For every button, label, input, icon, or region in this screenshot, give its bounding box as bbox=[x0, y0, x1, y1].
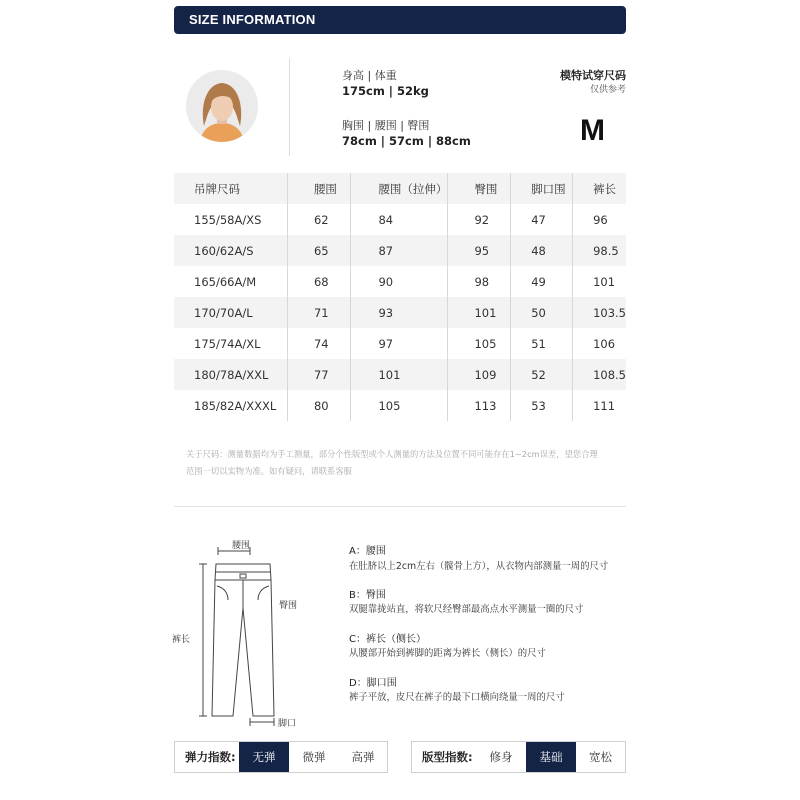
header-hip: 臀围 bbox=[448, 173, 511, 204]
fit-option-slim[interactable]: 修身 bbox=[489, 750, 513, 764]
cell-tag-size: 175/74A/XL bbox=[194, 336, 261, 351]
cell-waist-stretch: 105 bbox=[351, 390, 448, 421]
header-tag-size: 吊牌尺码 bbox=[194, 181, 240, 196]
cell-hem: 48 bbox=[511, 235, 573, 266]
definition-desc: 裤子平放，皮尺在裤子的最下口横向绕量一周的尺寸 bbox=[349, 692, 565, 703]
cell-length: 96 bbox=[573, 204, 626, 235]
table-row bbox=[174, 390, 626, 421]
reference-size-title: 模特试穿尺码 bbox=[560, 69, 626, 82]
table-row bbox=[174, 359, 626, 390]
elasticity-index bbox=[174, 741, 388, 773]
reference-size-note: 仅供参考 bbox=[589, 85, 626, 95]
measurement-note-line: 范围一切以实物为准。如有疑问，请联系客服 bbox=[186, 466, 352, 476]
table-row bbox=[174, 204, 626, 235]
elasticity-label: 弹力指数: bbox=[185, 750, 236, 764]
header-bar bbox=[174, 6, 626, 34]
cell-tag-size: 165/66A/M bbox=[194, 274, 257, 289]
cell-tag-size: 185/82A/XXXL bbox=[194, 398, 277, 413]
size-table bbox=[174, 173, 626, 421]
cell-waist-stretch: 90 bbox=[351, 266, 448, 297]
cell-waist-stretch: 101 bbox=[351, 359, 448, 390]
cell-tag-size: 160/62A/S bbox=[194, 243, 254, 258]
header-waist: 腰围 bbox=[287, 173, 351, 204]
measurements-value: 78cm | 57cm | 88cm bbox=[342, 134, 471, 148]
cell-hem: 52 bbox=[511, 359, 573, 390]
fit-option-basic[interactable]: 基础 bbox=[526, 742, 576, 772]
measurement-note bbox=[186, 446, 626, 480]
cell-hem: 49 bbox=[511, 266, 573, 297]
elasticity-option-none[interactable]: 无弹 bbox=[239, 742, 289, 772]
definition-title: C：裤长（侧长） bbox=[349, 634, 426, 645]
cell-hip: 98 bbox=[448, 266, 511, 297]
fit-label: 版型指数: bbox=[422, 750, 473, 764]
diagram-label-hip: 臀围 bbox=[279, 601, 298, 611]
definition-desc: 从腰部开始到裤脚的距离为裤长（侧长）的尺寸 bbox=[349, 648, 546, 659]
cell-length: 106 bbox=[573, 328, 626, 359]
table-row bbox=[174, 266, 626, 297]
table-row bbox=[174, 297, 626, 328]
cell-waist: 77 bbox=[287, 359, 351, 390]
profile-divider bbox=[289, 58, 290, 156]
cell-waist-stretch: 87 bbox=[351, 235, 448, 266]
cell-waist: 68 bbox=[287, 266, 351, 297]
measurement-note-line: 关于尺码：测量数据均为手工测量，部分个性版型或个人测量的方法及位置不同可能存在1~2cm误差，望您合理 bbox=[186, 449, 598, 459]
definition-desc: 双腿靠拢站直，将软尺经臀部最高点水平测量一圈的尺寸 bbox=[349, 604, 584, 615]
cell-waist: 62 bbox=[287, 204, 351, 235]
diagram-label-waist: 腰围 bbox=[232, 541, 251, 551]
cell-tag-size: 180/78A/XXL bbox=[194, 367, 269, 382]
cell-waist: 74 bbox=[287, 328, 351, 359]
cell-hip: 101 bbox=[448, 297, 511, 328]
fit-option-loose[interactable]: 宽松 bbox=[589, 750, 612, 764]
model-portrait-icon bbox=[186, 70, 258, 142]
elasticity-option-high[interactable]: 高弹 bbox=[351, 750, 375, 764]
definition-title: A：腰围 bbox=[349, 546, 386, 557]
cell-waist-stretch: 84 bbox=[351, 204, 448, 235]
cell-length: 101 bbox=[573, 266, 626, 297]
cell-waist-stretch: 93 bbox=[351, 297, 448, 328]
table-row bbox=[174, 328, 626, 359]
header-title: SIZE INFORMATION bbox=[189, 12, 316, 27]
cell-length: 111 bbox=[573, 390, 626, 421]
cell-hem: 53 bbox=[511, 390, 573, 421]
pants-diagram bbox=[170, 536, 310, 732]
height-weight-value: 175cm | 52kg bbox=[342, 84, 429, 98]
cell-hip: 109 bbox=[448, 359, 511, 390]
cell-waist: 65 bbox=[287, 235, 351, 266]
height-weight-label: 身高 | 体重 bbox=[342, 69, 397, 82]
header-hem: 脚口围 bbox=[511, 173, 573, 204]
section-divider bbox=[174, 506, 626, 507]
elasticity-option-slight[interactable]: 微弹 bbox=[302, 750, 326, 764]
cell-hem: 51 bbox=[511, 328, 573, 359]
model-avatar bbox=[186, 70, 258, 142]
cell-waist-stretch: 97 bbox=[351, 328, 448, 359]
cell-hip: 105 bbox=[448, 328, 511, 359]
diagram-label-length: 裤长 bbox=[172, 635, 191, 645]
cell-hip: 95 bbox=[448, 235, 511, 266]
pants-measure-icon bbox=[170, 536, 310, 732]
definition-title: B：臀围 bbox=[349, 590, 386, 601]
cell-hip: 92 bbox=[448, 204, 511, 235]
cell-length: 103.5 bbox=[573, 297, 626, 328]
cell-tag-size: 170/70A/L bbox=[194, 305, 253, 320]
diagram-label-hem: 脚口 bbox=[278, 719, 297, 729]
definition-desc: 在肚脐以上2cm左右（髋骨上方），从衣物内部测量一周的尺寸 bbox=[349, 561, 609, 572]
fit-index bbox=[411, 741, 626, 773]
cell-waist: 80 bbox=[287, 390, 351, 421]
cell-length: 108.5 bbox=[573, 359, 626, 390]
reference-size-value: M bbox=[580, 114, 605, 147]
cell-hem: 50 bbox=[511, 297, 573, 328]
cell-waist: 71 bbox=[287, 297, 351, 328]
table-row bbox=[174, 235, 626, 266]
cell-hem: 47 bbox=[511, 204, 573, 235]
measurements-label: 胸围 | 腰围 | 臀围 bbox=[342, 119, 430, 132]
size-table-header-row bbox=[174, 173, 626, 204]
cell-tag-size: 155/58A/XS bbox=[194, 212, 262, 227]
header-length: 裤长 bbox=[573, 173, 626, 204]
cell-length: 98.5 bbox=[573, 235, 626, 266]
header-waist-stretch: 腰围（拉伸） bbox=[351, 173, 448, 204]
definition-title: D：脚口围 bbox=[349, 678, 397, 689]
cell-hip: 113 bbox=[448, 390, 511, 421]
